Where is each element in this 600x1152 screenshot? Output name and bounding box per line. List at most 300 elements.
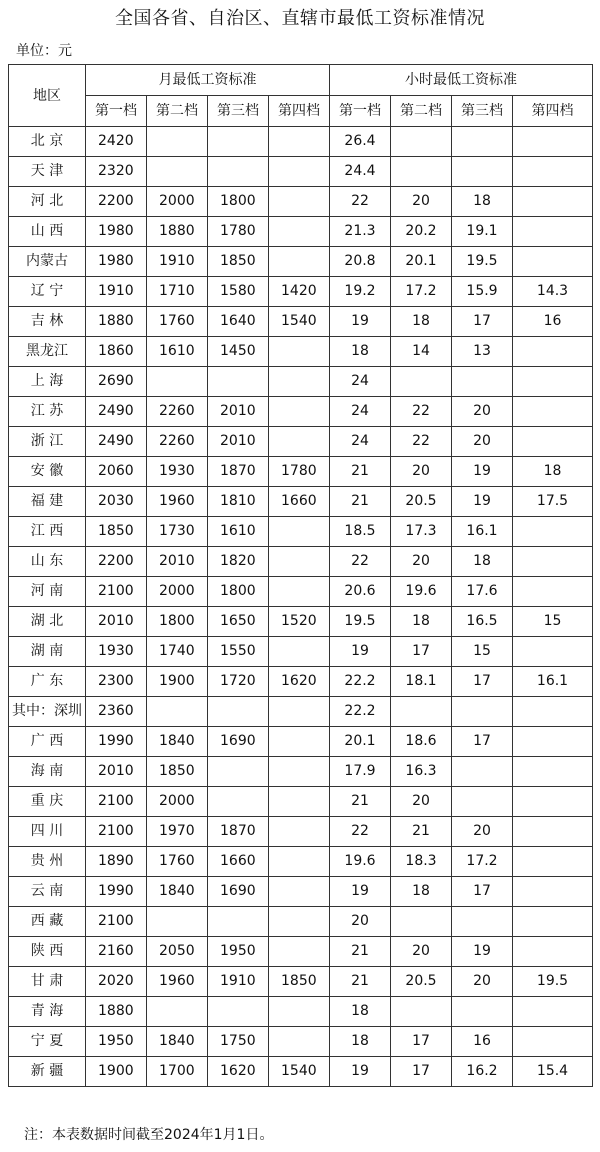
header-monthly: 月最低工资标准 — [86, 65, 330, 96]
monthly-tier-1-cell: 2690 — [86, 367, 147, 397]
monthly-tier-3-cell: 1660 — [208, 847, 269, 877]
monthly-tier-1-cell: 1980 — [86, 247, 147, 277]
hourly-tier-1-cell: 20.8 — [330, 247, 391, 277]
hourly-tier-1-cell: 19.6 — [330, 847, 391, 877]
table-row — [9, 637, 593, 667]
monthly-tier-3-cell: 1450 — [208, 337, 269, 367]
hourly-tier-2-cell — [391, 367, 452, 397]
hourly-tier-3-cell: 17.6 — [452, 577, 513, 607]
monthly-tier-3-cell: 1870 — [208, 457, 269, 487]
hourly-tier-2-cell: 20.5 — [391, 967, 452, 997]
hourly-tier-2-cell: 18 — [391, 307, 452, 337]
hourly-tier-3-cell: 16.5 — [452, 607, 513, 637]
region-cell: 广 东 — [9, 667, 86, 697]
hourly-tier-3-cell: 17 — [452, 877, 513, 907]
monthly-tier-2-cell — [147, 367, 208, 397]
hourly-tier-4-cell — [513, 247, 593, 277]
monthly-tier-2-cell: 1800 — [147, 607, 208, 637]
hourly-tier-3-cell — [452, 907, 513, 937]
hourly-tier-2-cell: 21 — [391, 817, 452, 847]
monthly-tier-4-cell: 1540 — [269, 1057, 330, 1087]
hourly-tier-2-cell: 20 — [391, 787, 452, 817]
monthly-tier-1-cell: 2060 — [86, 457, 147, 487]
monthly-tier-1-cell: 1900 — [86, 1057, 147, 1087]
monthly-tier-2-cell: 1930 — [147, 457, 208, 487]
monthly-tier-1-cell: 2360 — [86, 697, 147, 727]
hourly-tier-1-cell: 22 — [330, 187, 391, 217]
hourly-tier-4-cell — [513, 427, 593, 457]
table-row — [9, 667, 593, 697]
hourly-tier-2-cell: 22 — [391, 397, 452, 427]
header-region: 地区 — [9, 65, 86, 127]
hourly-tier-3-cell: 13 — [452, 337, 513, 367]
hourly-tier-4-cell — [513, 1027, 593, 1057]
table-row — [9, 367, 593, 397]
hourly-tier-4-cell — [513, 187, 593, 217]
monthly-tier-3-cell: 1690 — [208, 727, 269, 757]
region-cell: 河 南 — [9, 577, 86, 607]
region-cell: 湖 南 — [9, 637, 86, 667]
hourly-tier-3-cell — [452, 997, 513, 1027]
monthly-tier-4-cell — [269, 547, 330, 577]
hourly-tier-2-cell: 20 — [391, 187, 452, 217]
monthly-tier-4-cell: 1540 — [269, 307, 330, 337]
hourly-tier-2-cell: 20.5 — [391, 487, 452, 517]
hourly-tier-1-cell: 22 — [330, 817, 391, 847]
hourly-tier-3-cell: 19 — [452, 937, 513, 967]
monthly-tier-4-cell — [269, 787, 330, 817]
monthly-tier-2-cell — [147, 127, 208, 157]
monthly-tier-4-cell — [269, 367, 330, 397]
monthly-tier-4-cell — [269, 727, 330, 757]
table-row — [9, 247, 593, 277]
monthly-tier-3-cell: 1580 — [208, 277, 269, 307]
monthly-tier-1-cell: 2320 — [86, 157, 147, 187]
monthly-tier-4-cell: 1420 — [269, 277, 330, 307]
hourly-tier-3-cell: 19 — [452, 457, 513, 487]
hourly-tier-2-cell: 20.1 — [391, 247, 452, 277]
hourly-tier-4-cell — [513, 397, 593, 427]
monthly-tier-3-cell: 1850 — [208, 247, 269, 277]
region-cell: 其中：深圳 — [9, 697, 86, 727]
hourly-tier-1-cell: 24 — [330, 397, 391, 427]
monthly-tier-4-cell — [269, 247, 330, 277]
table-row — [9, 1027, 593, 1057]
table-row — [9, 427, 593, 457]
monthly-tier-4-cell — [269, 427, 330, 457]
region-cell: 江 西 — [9, 517, 86, 547]
hourly-tier-4-cell — [513, 727, 593, 757]
region-cell: 吉 林 — [9, 307, 86, 337]
hourly-tier-2-cell: 17.2 — [391, 277, 452, 307]
hourly-tier-4-cell — [513, 637, 593, 667]
region-cell: 陕 西 — [9, 937, 86, 967]
hourly-tier-2-cell: 18 — [391, 877, 452, 907]
region-cell: 云 南 — [9, 877, 86, 907]
monthly-tier-2-cell — [147, 997, 208, 1027]
monthly-tier-2-cell: 2010 — [147, 547, 208, 577]
hourly-tier-1-cell: 19 — [330, 877, 391, 907]
hourly-tier-1-cell: 18 — [330, 337, 391, 367]
monthly-tier-2-cell: 2260 — [147, 397, 208, 427]
minimum-wage-table — [8, 64, 593, 1087]
monthly-tier-1-cell: 2490 — [86, 397, 147, 427]
hourly-tier-3-cell: 16.1 — [452, 517, 513, 547]
hourly-tier-4-cell — [513, 937, 593, 967]
hourly-tier-3-cell: 19 — [452, 487, 513, 517]
hourly-tier-4-cell: 16 — [513, 307, 593, 337]
hourly-tier-1-cell: 21 — [330, 787, 391, 817]
hourly-tier-3-cell — [452, 157, 513, 187]
hourly-tier-1-cell: 20.6 — [330, 577, 391, 607]
monthly-tier-3-cell — [208, 757, 269, 787]
monthly-tier-3-cell: 1720 — [208, 667, 269, 697]
monthly-tier-1-cell: 1850 — [86, 517, 147, 547]
hourly-tier-4-cell — [513, 847, 593, 877]
hourly-tier-2-cell: 19.6 — [391, 577, 452, 607]
monthly-tier-3-cell: 1820 — [208, 547, 269, 577]
region-cell: 山 西 — [9, 217, 86, 247]
monthly-tier-1-cell: 2160 — [86, 937, 147, 967]
monthly-tier-4-cell — [269, 817, 330, 847]
monthly-tier-1-cell: 2100 — [86, 577, 147, 607]
table-row — [9, 877, 593, 907]
hourly-tier-4-cell: 18 — [513, 457, 593, 487]
monthly-tier-4-cell: 1520 — [269, 607, 330, 637]
table-row — [9, 817, 593, 847]
table-row — [9, 697, 593, 727]
hourly-tier-3-cell — [452, 697, 513, 727]
hourly-tier-3-cell — [452, 787, 513, 817]
monthly-tier-1-cell: 1890 — [86, 847, 147, 877]
table-row — [9, 907, 593, 937]
monthly-tier-1-cell: 2010 — [86, 607, 147, 637]
hourly-tier-1-cell: 24 — [330, 367, 391, 397]
monthly-tier-2-cell: 1740 — [147, 637, 208, 667]
hourly-tier-2-cell: 18.6 — [391, 727, 452, 757]
hourly-tier-4-cell — [513, 997, 593, 1027]
monthly-tier-3-cell — [208, 787, 269, 817]
hourly-tier-3-cell: 18 — [452, 187, 513, 217]
monthly-tier-2-cell: 1710 — [147, 277, 208, 307]
region-cell: 黑龙江 — [9, 337, 86, 367]
monthly-tier-3-cell: 1620 — [208, 1057, 269, 1087]
hourly-tier-3-cell: 15.9 — [452, 277, 513, 307]
table-row — [9, 547, 593, 577]
header-monthly-tier-4: 第四档 — [269, 96, 330, 127]
table-row — [9, 127, 593, 157]
monthly-tier-4-cell: 1780 — [269, 457, 330, 487]
monthly-tier-1-cell: 2420 — [86, 127, 147, 157]
region-cell: 浙 江 — [9, 427, 86, 457]
hourly-tier-3-cell: 19.1 — [452, 217, 513, 247]
monthly-tier-4-cell: 1660 — [269, 487, 330, 517]
hourly-tier-3-cell: 17 — [452, 307, 513, 337]
region-cell: 广 西 — [9, 727, 86, 757]
hourly-tier-1-cell: 21 — [330, 457, 391, 487]
hourly-tier-4-cell — [513, 127, 593, 157]
table-row — [9, 1057, 593, 1087]
region-cell: 重 庆 — [9, 787, 86, 817]
hourly-tier-1-cell: 21 — [330, 937, 391, 967]
hourly-tier-4-cell — [513, 337, 593, 367]
hourly-tier-4-cell — [513, 817, 593, 847]
table-row — [9, 727, 593, 757]
table-row — [9, 457, 593, 487]
hourly-tier-1-cell: 22 — [330, 547, 391, 577]
monthly-tier-4-cell — [269, 157, 330, 187]
monthly-tier-2-cell: 1730 — [147, 517, 208, 547]
monthly-tier-4-cell — [269, 937, 330, 967]
header-hourly-tier-4: 第四档 — [513, 96, 593, 127]
unit-label: 单位：元 — [16, 43, 72, 59]
hourly-tier-4-cell — [513, 217, 593, 247]
region-cell: 西 藏 — [9, 907, 86, 937]
monthly-tier-2-cell: 1840 — [147, 727, 208, 757]
hourly-tier-4-cell — [513, 577, 593, 607]
hourly-tier-2-cell: 17 — [391, 637, 452, 667]
hourly-tier-4-cell: 19.5 — [513, 967, 593, 997]
monthly-tier-1-cell: 2100 — [86, 907, 147, 937]
region-cell: 江 苏 — [9, 397, 86, 427]
hourly-tier-2-cell: 20 — [391, 457, 452, 487]
monthly-tier-2-cell: 1880 — [147, 217, 208, 247]
header-monthly-tier-3: 第三档 — [208, 96, 269, 127]
hourly-tier-3-cell: 20 — [452, 427, 513, 457]
monthly-tier-2-cell — [147, 907, 208, 937]
monthly-tier-2-cell: 2000 — [147, 787, 208, 817]
monthly-tier-4-cell — [269, 877, 330, 907]
hourly-tier-1-cell: 18 — [330, 997, 391, 1027]
region-cell: 上 海 — [9, 367, 86, 397]
monthly-tier-3-cell — [208, 907, 269, 937]
hourly-tier-2-cell: 20 — [391, 937, 452, 967]
monthly-tier-2-cell: 1970 — [147, 817, 208, 847]
table-row — [9, 217, 593, 247]
hourly-tier-1-cell: 21.3 — [330, 217, 391, 247]
monthly-tier-1-cell: 2490 — [86, 427, 147, 457]
monthly-tier-3-cell: 1690 — [208, 877, 269, 907]
monthly-tier-3-cell — [208, 997, 269, 1027]
hourly-tier-1-cell: 19 — [330, 1057, 391, 1087]
monthly-tier-3-cell — [208, 127, 269, 157]
header-hourly-tier-3: 第三档 — [452, 96, 513, 127]
monthly-tier-3-cell: 1800 — [208, 187, 269, 217]
table-row — [9, 757, 593, 787]
monthly-tier-4-cell — [269, 997, 330, 1027]
monthly-tier-1-cell: 1950 — [86, 1027, 147, 1057]
table-row — [9, 847, 593, 877]
hourly-tier-3-cell: 17 — [452, 667, 513, 697]
monthly-tier-2-cell: 1960 — [147, 967, 208, 997]
hourly-tier-4-cell — [513, 157, 593, 187]
monthly-tier-2-cell: 2260 — [147, 427, 208, 457]
monthly-tier-1-cell: 1930 — [86, 637, 147, 667]
page-title: 全国各省、自治区、直辖市最低工资标准情况 — [115, 8, 485, 29]
hourly-tier-4-cell: 15.4 — [513, 1057, 593, 1087]
monthly-tier-4-cell — [269, 757, 330, 787]
hourly-tier-1-cell: 19 — [330, 637, 391, 667]
monthly-tier-2-cell: 1900 — [147, 667, 208, 697]
monthly-tier-1-cell: 1990 — [86, 727, 147, 757]
hourly-tier-3-cell — [452, 127, 513, 157]
monthly-tier-3-cell — [208, 367, 269, 397]
monthly-tier-1-cell: 1980 — [86, 217, 147, 247]
table-row — [9, 307, 593, 337]
hourly-tier-1-cell: 18 — [330, 1027, 391, 1057]
region-cell: 青 海 — [9, 997, 86, 1027]
table-row — [9, 937, 593, 967]
monthly-tier-3-cell: 1780 — [208, 217, 269, 247]
hourly-tier-4-cell — [513, 367, 593, 397]
table-header — [9, 65, 593, 127]
region-cell: 海 南 — [9, 757, 86, 787]
monthly-tier-2-cell: 1840 — [147, 1027, 208, 1057]
monthly-tier-3-cell: 1870 — [208, 817, 269, 847]
hourly-tier-3-cell: 17 — [452, 727, 513, 757]
region-cell: 福 建 — [9, 487, 86, 517]
hourly-tier-4-cell: 16.1 — [513, 667, 593, 697]
monthly-tier-2-cell: 2050 — [147, 937, 208, 967]
header-hourly-tier-1: 第一档 — [330, 96, 391, 127]
hourly-tier-4-cell: 17.5 — [513, 487, 593, 517]
monthly-tier-1-cell: 2200 — [86, 547, 147, 577]
region-cell: 甘 肃 — [9, 967, 86, 997]
hourly-tier-1-cell: 21 — [330, 487, 391, 517]
monthly-tier-1-cell: 2100 — [86, 817, 147, 847]
hourly-tier-2-cell — [391, 127, 452, 157]
region-cell: 天 津 — [9, 157, 86, 187]
footnote: 注：本表数据时间截至2024年1月1日。 — [24, 1127, 274, 1143]
region-cell: 新 疆 — [9, 1057, 86, 1087]
hourly-tier-3-cell: 20 — [452, 397, 513, 427]
region-cell: 辽 宁 — [9, 277, 86, 307]
hourly-tier-3-cell: 16.2 — [452, 1057, 513, 1087]
hourly-tier-1-cell: 26.4 — [330, 127, 391, 157]
hourly-tier-2-cell: 16.3 — [391, 757, 452, 787]
hourly-tier-2-cell: 18.1 — [391, 667, 452, 697]
table-row — [9, 607, 593, 637]
header-monthly-tier-2: 第二档 — [147, 96, 208, 127]
monthly-tier-4-cell — [269, 577, 330, 607]
hourly-tier-2-cell: 14 — [391, 337, 452, 367]
monthly-tier-4-cell — [269, 847, 330, 877]
header-hourly-tier-2: 第二档 — [391, 96, 452, 127]
region-cell: 山 东 — [9, 547, 86, 577]
table-row — [9, 517, 593, 547]
region-cell: 四 川 — [9, 817, 86, 847]
region-cell: 内蒙古 — [9, 247, 86, 277]
table-row — [9, 157, 593, 187]
table-row — [9, 397, 593, 427]
hourly-tier-4-cell — [513, 517, 593, 547]
monthly-tier-2-cell: 1960 — [147, 487, 208, 517]
hourly-tier-3-cell: 16 — [452, 1027, 513, 1057]
monthly-tier-4-cell: 1620 — [269, 667, 330, 697]
monthly-tier-3-cell: 1640 — [208, 307, 269, 337]
hourly-tier-1-cell: 17.9 — [330, 757, 391, 787]
region-cell: 北 京 — [9, 127, 86, 157]
monthly-tier-2-cell: 1700 — [147, 1057, 208, 1087]
hourly-tier-2-cell: 20.2 — [391, 217, 452, 247]
monthly-tier-1-cell: 2010 — [86, 757, 147, 787]
monthly-tier-1-cell: 1910 — [86, 277, 147, 307]
monthly-tier-4-cell — [269, 637, 330, 667]
table-row — [9, 997, 593, 1027]
monthly-tier-4-cell — [269, 337, 330, 367]
hourly-tier-3-cell: 20 — [452, 967, 513, 997]
monthly-tier-4-cell — [269, 907, 330, 937]
monthly-tier-2-cell — [147, 157, 208, 187]
hourly-tier-2-cell — [391, 997, 452, 1027]
monthly-tier-3-cell: 1750 — [208, 1027, 269, 1057]
monthly-tier-1-cell: 2030 — [86, 487, 147, 517]
hourly-tier-2-cell: 18 — [391, 607, 452, 637]
monthly-tier-4-cell — [269, 187, 330, 217]
monthly-tier-3-cell — [208, 697, 269, 727]
hourly-tier-1-cell: 22.2 — [330, 697, 391, 727]
monthly-tier-2-cell: 2000 — [147, 577, 208, 607]
header-hourly: 小时最低工资标准 — [330, 65, 593, 96]
header-monthly-tier-1: 第一档 — [86, 96, 147, 127]
monthly-tier-2-cell: 1760 — [147, 307, 208, 337]
hourly-tier-3-cell: 18 — [452, 547, 513, 577]
hourly-tier-4-cell — [513, 907, 593, 937]
table-row — [9, 967, 593, 997]
region-cell: 贵 州 — [9, 847, 86, 877]
monthly-tier-4-cell — [269, 217, 330, 247]
hourly-tier-2-cell — [391, 697, 452, 727]
hourly-tier-1-cell: 19.5 — [330, 607, 391, 637]
table-row — [9, 487, 593, 517]
hourly-tier-3-cell: 17.2 — [452, 847, 513, 877]
hourly-tier-1-cell: 24.4 — [330, 157, 391, 187]
hourly-tier-1-cell: 19.2 — [330, 277, 391, 307]
hourly-tier-1-cell: 18.5 — [330, 517, 391, 547]
monthly-tier-1-cell: 2200 — [86, 187, 147, 217]
monthly-tier-2-cell — [147, 697, 208, 727]
hourly-tier-3-cell: 15 — [452, 637, 513, 667]
monthly-tier-3-cell: 1650 — [208, 607, 269, 637]
monthly-tier-1-cell: 2300 — [86, 667, 147, 697]
monthly-tier-1-cell: 2020 — [86, 967, 147, 997]
monthly-tier-3-cell: 1800 — [208, 577, 269, 607]
monthly-tier-4-cell: 1850 — [269, 967, 330, 997]
hourly-tier-4-cell — [513, 547, 593, 577]
monthly-tier-2-cell: 2000 — [147, 187, 208, 217]
hourly-tier-2-cell — [391, 907, 452, 937]
monthly-tier-2-cell: 1910 — [147, 247, 208, 277]
hourly-tier-1-cell: 24 — [330, 427, 391, 457]
hourly-tier-4-cell — [513, 877, 593, 907]
hourly-tier-2-cell: 17 — [391, 1027, 452, 1057]
monthly-tier-1-cell: 1990 — [86, 877, 147, 907]
hourly-tier-2-cell: 22 — [391, 427, 452, 457]
hourly-tier-2-cell: 17 — [391, 1057, 452, 1087]
table-row — [9, 277, 593, 307]
monthly-tier-3-cell: 1910 — [208, 967, 269, 997]
monthly-tier-3-cell: 1810 — [208, 487, 269, 517]
hourly-tier-1-cell: 20 — [330, 907, 391, 937]
monthly-tier-3-cell — [208, 157, 269, 187]
table-row — [9, 787, 593, 817]
monthly-tier-2-cell: 1840 — [147, 877, 208, 907]
monthly-tier-4-cell — [269, 517, 330, 547]
table-body — [9, 127, 593, 1087]
hourly-tier-4-cell — [513, 757, 593, 787]
monthly-tier-4-cell — [269, 1027, 330, 1057]
hourly-tier-3-cell: 19.5 — [452, 247, 513, 277]
